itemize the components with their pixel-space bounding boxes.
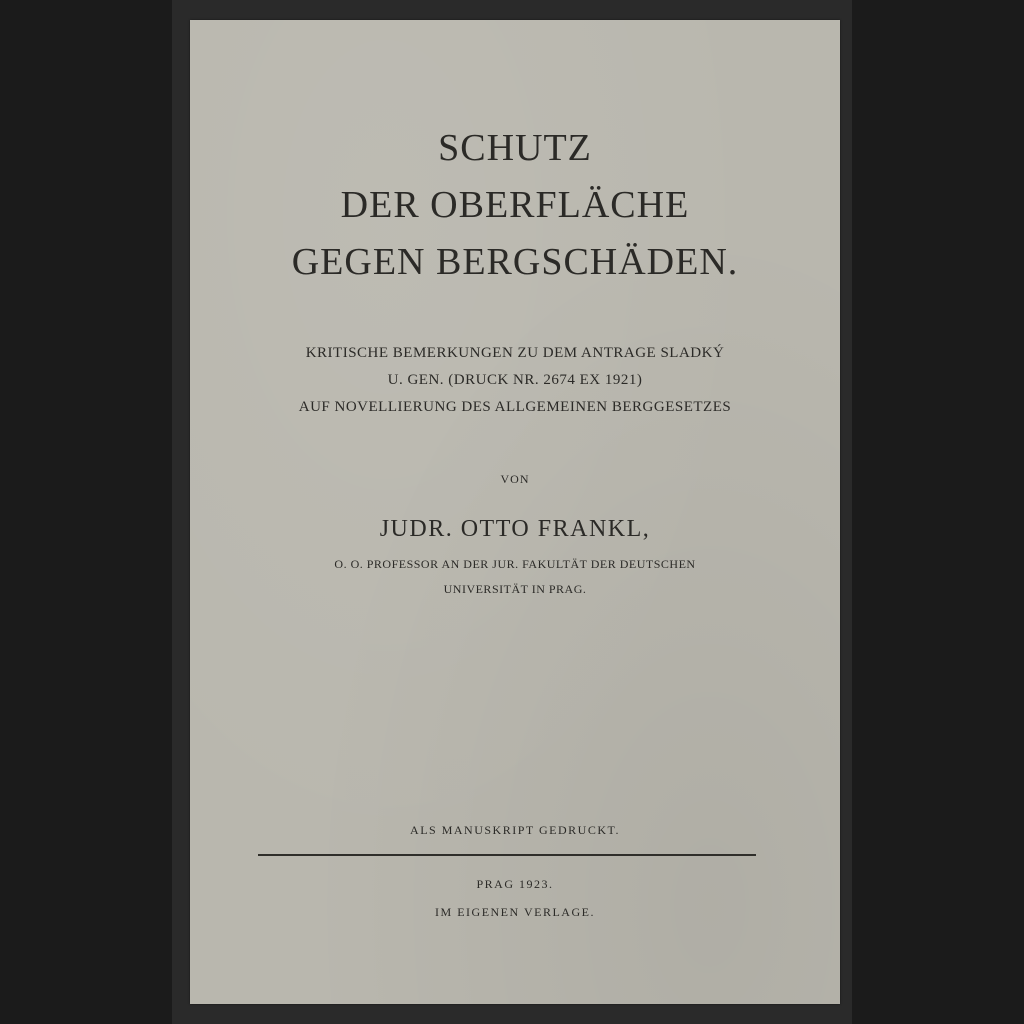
author-name: JUDR. OTTO FRANKL,	[379, 516, 651, 542]
cover-subtitle	[190, 340, 840, 421]
subtitle-line-3: AUF NOVELLIERUNG DES ALLGEMEINEN BERGGESETZES	[298, 399, 732, 415]
manuscript-note: ALS MANUSKRIPT GEDRUCKT.	[410, 823, 620, 837]
affiliation-line-2: UNIVERSITÄT IN PRAG.	[443, 582, 587, 596]
title-line-3: GEGEN BERGSCHÄDEN.	[291, 241, 739, 283]
cover-title	[190, 120, 840, 291]
horizontal-rule	[258, 854, 756, 856]
by-label: VON	[500, 472, 530, 486]
imprint	[190, 870, 840, 926]
author-affiliation	[190, 552, 840, 602]
imprint-line-2: IM EIGENEN VERLAGE.	[435, 905, 595, 919]
book-cover-page	[190, 20, 840, 1004]
imprint-line-1: PRAG 1923.	[476, 877, 554, 891]
affiliation-line-1: O. O. PROFESSOR AN DER JUR. FAKULTÄT DER DEUTSCHEN	[334, 557, 696, 571]
subtitle-line-1: KRITISCHE BEMERKUNGEN ZU DEM ANTRAGE SLADKÝ	[305, 345, 725, 361]
subtitle-line-2: U. GEN. (DRUCK NR. 2674 EX 1921)	[387, 372, 643, 388]
title-line-2: DER OBERFLÄCHE	[340, 184, 690, 226]
title-line-1: SCHUTZ	[438, 127, 592, 169]
